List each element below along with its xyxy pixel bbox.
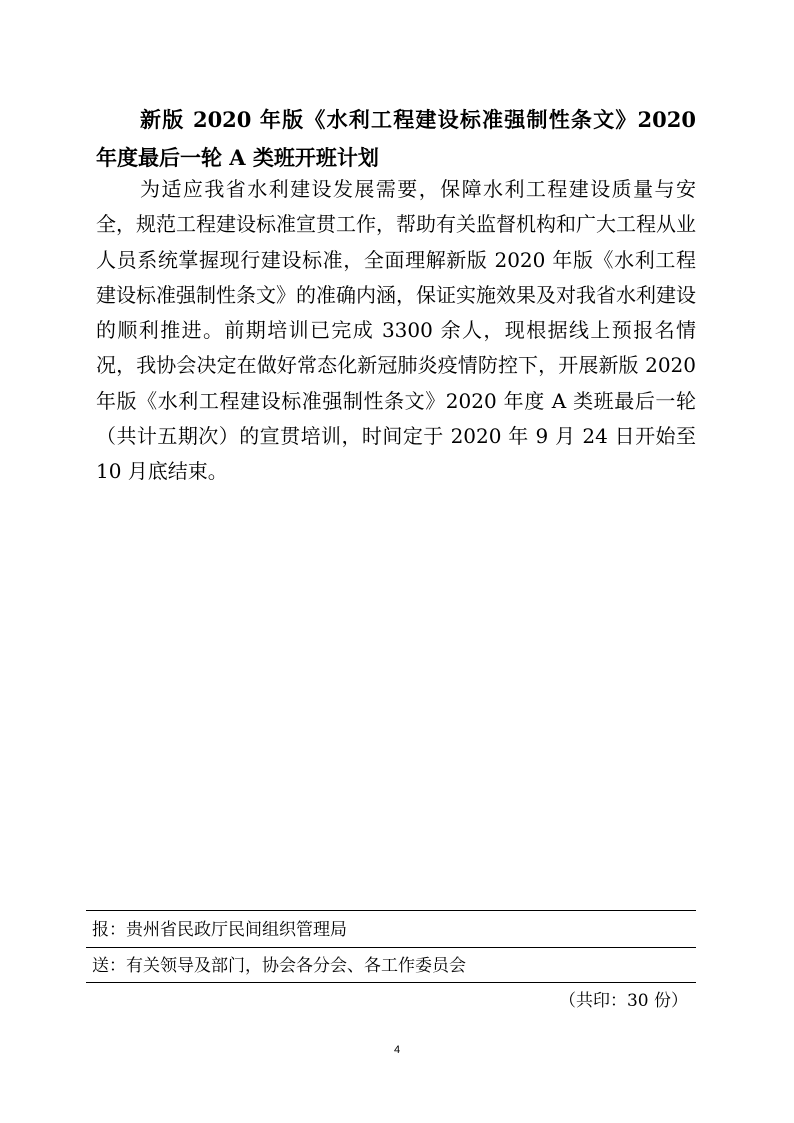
page-number: 4 [393,1044,401,1056]
distribution-top-rule [86,910,696,911]
send-to-line: 送：有关领导及部门，协会各分会、各工作委员会 [92,956,466,976]
distribution-bottom-rule [86,982,696,983]
print-copies-note: （共印：30 份） [558,991,688,1011]
document-title: 新版 2020 年版《水利工程建设标准强制性条文》2020 年度最后一轮 A 类班开班计划 [96,107,696,170]
distribution-middle-rule [86,947,696,948]
body-paragraph: 为适应我省水利建设发展需要，保障水利工程建设质量与安全，规范工程建设标准宣贯工作，帮助有关监督机构和广大工程从业人员系统掌握现行建设标准，全面理解新版 2020 年版《水利工程建设标准强制性条文》的准确内涵，保证实施效果及对我省水利建设的顺利推进。前期培训已完成 3300 余人，现根据线上预报名情况，我协会决定在做好常态化新冠肺炎疫情防控下，开展新版 2020 年版《水利工程建设标准强制性条文》2020 年度 A 类班最后一轮（共计五期次）的宣贯培训，时间定于 2020 年 9 月 24 日开始至 10 月底结束。 [96,177,696,484]
report-to-line: 报：贵州省民政厅民间组织管理局 [92,920,347,940]
